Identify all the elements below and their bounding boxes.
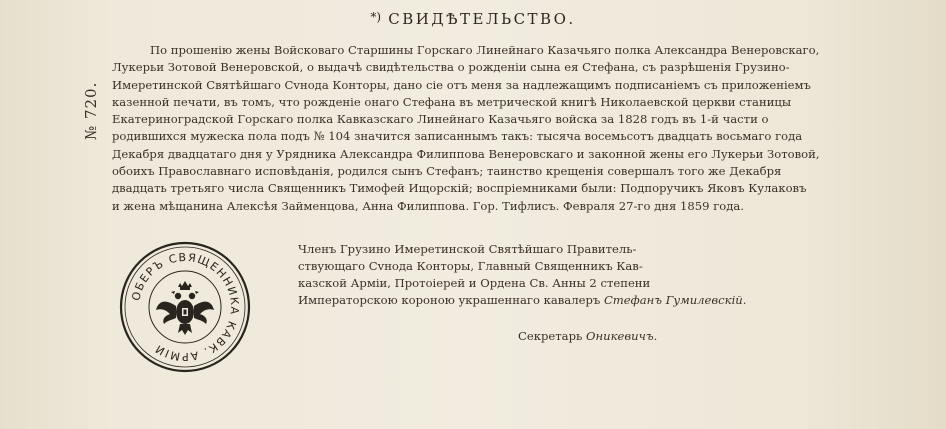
body-line: По прошенiю жены Войсковаго Старшины Горскаго Линейнаго Казачьяго полка Александра Венеровскаго, (150, 43, 820, 57)
body-line: двадцать третьяго числа Священникъ Тимофей Ищорскiй; воспрiемниками были: Подпоручикъ Яковъ Кулаковъ (112, 181, 807, 196)
document-title (0, 10, 946, 28)
seal-graphic (118, 240, 252, 374)
signature-line: ствующаго Сvнода Конторы, Главный Священникъ Кав- (298, 259, 643, 273)
body-line: Имеретинской Святѣйшаго Сvнода Конторы, дано сiе отъ меня за надлежащимъ подписанiемъ съ приложенiемъ (112, 77, 811, 92)
body-line: Лукерьи Зотовой Венеровской, о выдачѣ свидѣтельства о рожденiи сына ея Стефана, съ разрѣшенiя Грузино- (112, 60, 790, 75)
secretary-label: Секретарь (518, 329, 583, 343)
signatory-name: Стефанъ Гумилевскiй. (603, 293, 747, 307)
double-headed-eagle-icon (156, 281, 214, 335)
body-line: обоихъ Православнаго исповѣданiя, родился сынъ Стефанъ; таинство крещенiя совершалъ того же Декабря (112, 164, 782, 179)
signature-line: казской Армiи, Протоiерей и Ордена Св. Анны 2 степени (298, 276, 651, 290)
footnote-mark: *) (370, 10, 382, 24)
signature-block (298, 241, 768, 309)
document-number: № 720. (82, 81, 100, 140)
body-line: Декабря двадцатаго дня у Урядника Александра Филиппова Венеровскаго и законной жены его Лукерьи Зотовой, (112, 146, 820, 161)
title-text: СВИДѢТЕЛЬСТВО. (388, 10, 576, 28)
signature-line-with-name (298, 292, 768, 309)
signature-line: Членъ Грузино Имеретинской Святѣйшаго Правитель- (298, 242, 637, 256)
body-line: казенной печати, въ томъ, что рожденiе онаго Стефана въ метрической книгѣ Николаевской церкви станицы (112, 94, 792, 109)
certificate-body (112, 42, 828, 215)
signature-line: Императорскою короною украшеннаго кавалеръ (298, 293, 601, 307)
body-line: родившихся мужеска пола подъ № 104 значится записаннымъ такъ: тысяча восемьсотъ двадцать восьмаго года (112, 129, 803, 144)
body-line: и жена мѣщанина Алексѣя Займенцова, Анна Филиппова. Гор. Тифлисъ. Февраля 27-го дня 1859 года. (112, 198, 744, 213)
seal-inscription: ОБЕРЪ СВЯЩЕННИКА КАВК. АРМIИ (129, 250, 242, 364)
body-line: Екатериноградской Горскаго полка Кавказскаго Линейнаго Казачьяго войска за 1828 годъ въ 1-й части о (112, 112, 769, 127)
secretary-name: Оникевичъ. (586, 329, 658, 343)
official-seal (118, 240, 252, 374)
secretary-signature (518, 329, 657, 343)
